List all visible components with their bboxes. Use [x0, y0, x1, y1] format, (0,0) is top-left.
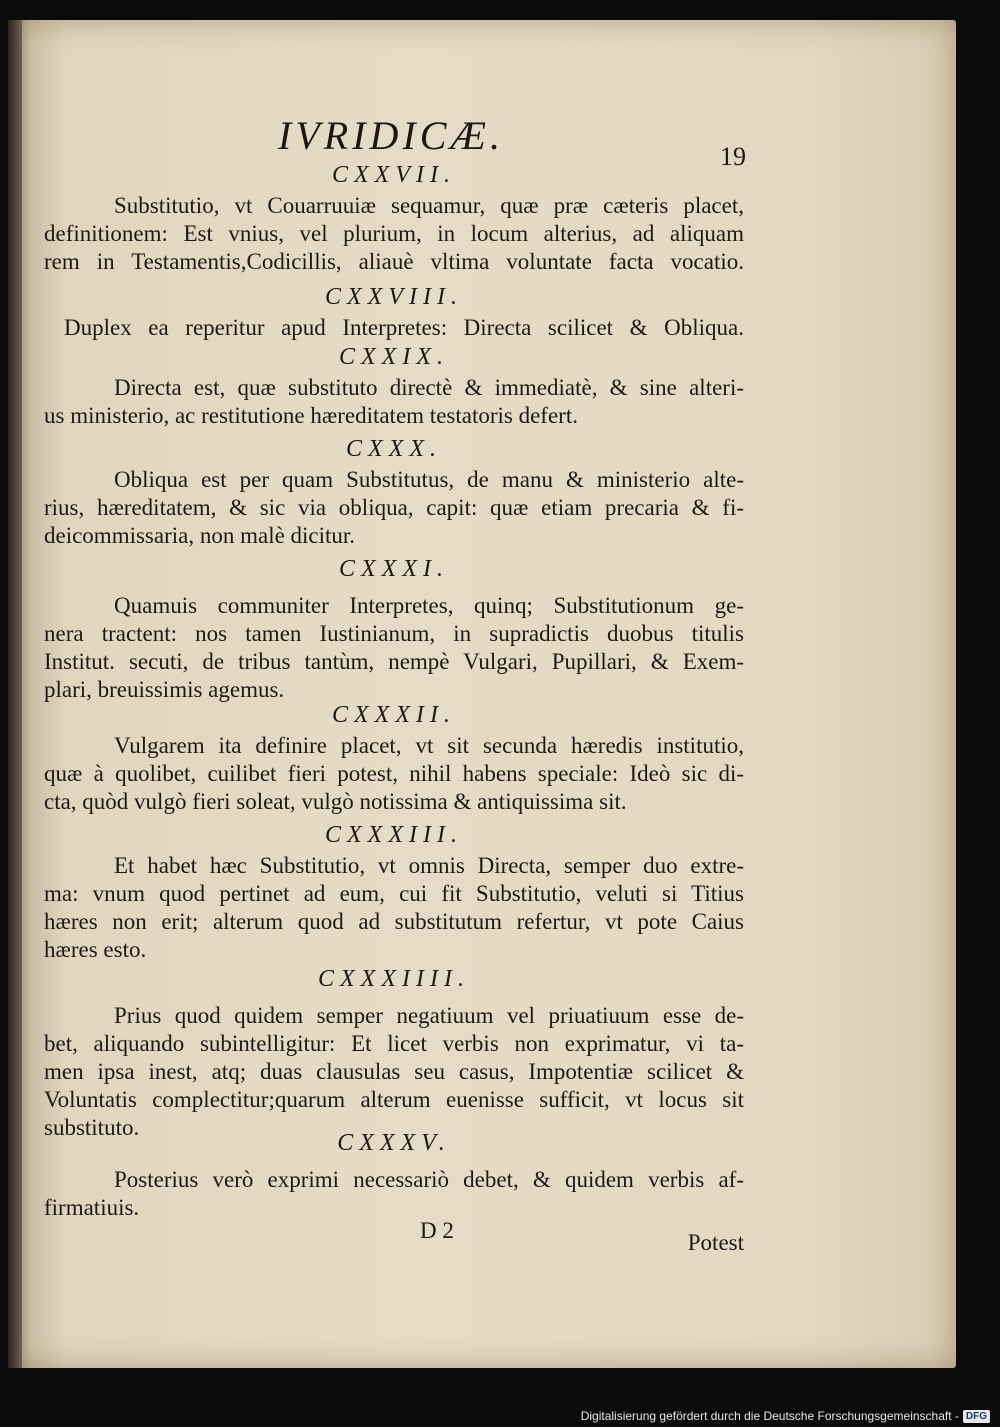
section-heading: CXXXV. [337, 1130, 451, 1156]
text-line: Voluntatis complectitur;quarum alterum euenisse sufficit, vt locus sit [44, 1087, 744, 1112]
text-line: quæ à quolibet, cuilibet fieri potest, nihil habens speciale: Ideò sic di- [44, 761, 744, 786]
text-line: substituto. [44, 1115, 140, 1140]
section-cxxviii [44, 282, 744, 342]
text-line: firmatiuis. [44, 1195, 140, 1220]
funding-credit [581, 1409, 990, 1423]
text-line: Institut. secuti, de tribus tantùm, nempè Vulgari, Pupillari, & Exem- [44, 649, 744, 674]
section-cxxxii [44, 700, 744, 816]
text-line: hæres esto. [44, 937, 147, 962]
text-line: Directa est, quæ substituto directè & immediatè, & sine alteri- [114, 375, 744, 400]
text-line: plari, breuissimis agemus. [44, 677, 285, 702]
section-heading: CXXVIII. [325, 284, 463, 310]
section-heading: CXXIX. [339, 344, 449, 370]
text-line: rem in Testamentis,Codicillis, aliauè vltima voluntate facta vocatio. [44, 249, 744, 274]
section-cxxx [44, 434, 744, 550]
text-line: Vulgarem ita definire placet, vt sit secunda hæredis institutio, [114, 733, 744, 758]
text-line: Substitutio, vt Couarruuiæ sequamur, quæ præ cæteris placet, [114, 193, 744, 218]
text-line: nera tractent: nos tamen Iustinianum, in supradictis duobus titulis [44, 621, 744, 646]
text-line: definitionem: Est vnius, vel plurium, in locum alterius, ad aliquam [44, 221, 744, 246]
page-number: 19 [720, 142, 746, 171]
section-heading: CXXXI. [339, 556, 449, 582]
section-cxxix [44, 342, 744, 430]
text-line: bet, aliquando subintelligitur: Et licet verbis non exprimatur, vi ta- [44, 1031, 744, 1056]
text-line: Et habet hæc Substitutio, vt omnis Directa, semper duo extre- [114, 853, 744, 878]
book-page [8, 20, 956, 1368]
page-spine [8, 20, 22, 1368]
section-cxxxiiii [44, 964, 744, 1142]
credit-text: Digitalisierung gefördert durch die Deutsche Forschungsgemeinschaft - [580, 1409, 959, 1423]
text-line: Quamuis communiter Interpretes, quinq; Substitutionum ge- [114, 593, 744, 618]
section-cxxxiii [44, 820, 744, 964]
text-line: men ipsa inest, atq; duas clausulas seu casus, Impotentiæ scilicet & [44, 1059, 744, 1084]
text-line: Posterius verò exprimi necessariò debet, & quidem verbis af- [114, 1167, 744, 1192]
text-line: Duplex ea reperitur apud Interpretes: Directa scilicet & Obliqua. [64, 315, 744, 340]
text-line: Obliqua est per quam Substitutus, de manu & ministerio alte- [114, 467, 744, 492]
text-line: hæres non erit; alterum quod ad substitutum refertur, vt pote Caius [44, 909, 744, 934]
text-line: us ministerio, ac restitutione hæreditatem testatoris defert. [44, 403, 578, 428]
section-cxxxi [44, 554, 744, 704]
running-head: IVRIDICÆ. [278, 113, 504, 158]
section-heading: CXXXIII. [325, 822, 463, 848]
text-line: Prius quod quidem semper negatiuum vel priuatiuum esse de- [114, 1003, 744, 1028]
catchword: Potest [687, 1230, 744, 1255]
section-cxxvii [44, 160, 744, 276]
section-heading: CXXXIIII. [318, 966, 470, 992]
text-line: ma: vnum quod pertinet ad eum, cui fit Substitutio, veluti si Titius [44, 881, 744, 906]
text-line: rius, hæreditatem, & sic via obliqua, capit: quæ etiam precaria & fi- [44, 495, 744, 520]
dfg-logo: DFG [963, 1410, 990, 1423]
section-heading: CXXVII. [332, 162, 456, 188]
signature-mark: D 2 [420, 1218, 454, 1243]
section-heading: CXXX. [346, 436, 442, 462]
section-heading: CXXXII. [332, 702, 456, 728]
text-line: cta, quòd vulgò fieri soleat, vulgò notissima & antiquissima sit. [44, 789, 627, 814]
text-line: deicommissaria, non malè dicitur. [44, 523, 356, 548]
section-cxxxv [44, 1128, 744, 1222]
